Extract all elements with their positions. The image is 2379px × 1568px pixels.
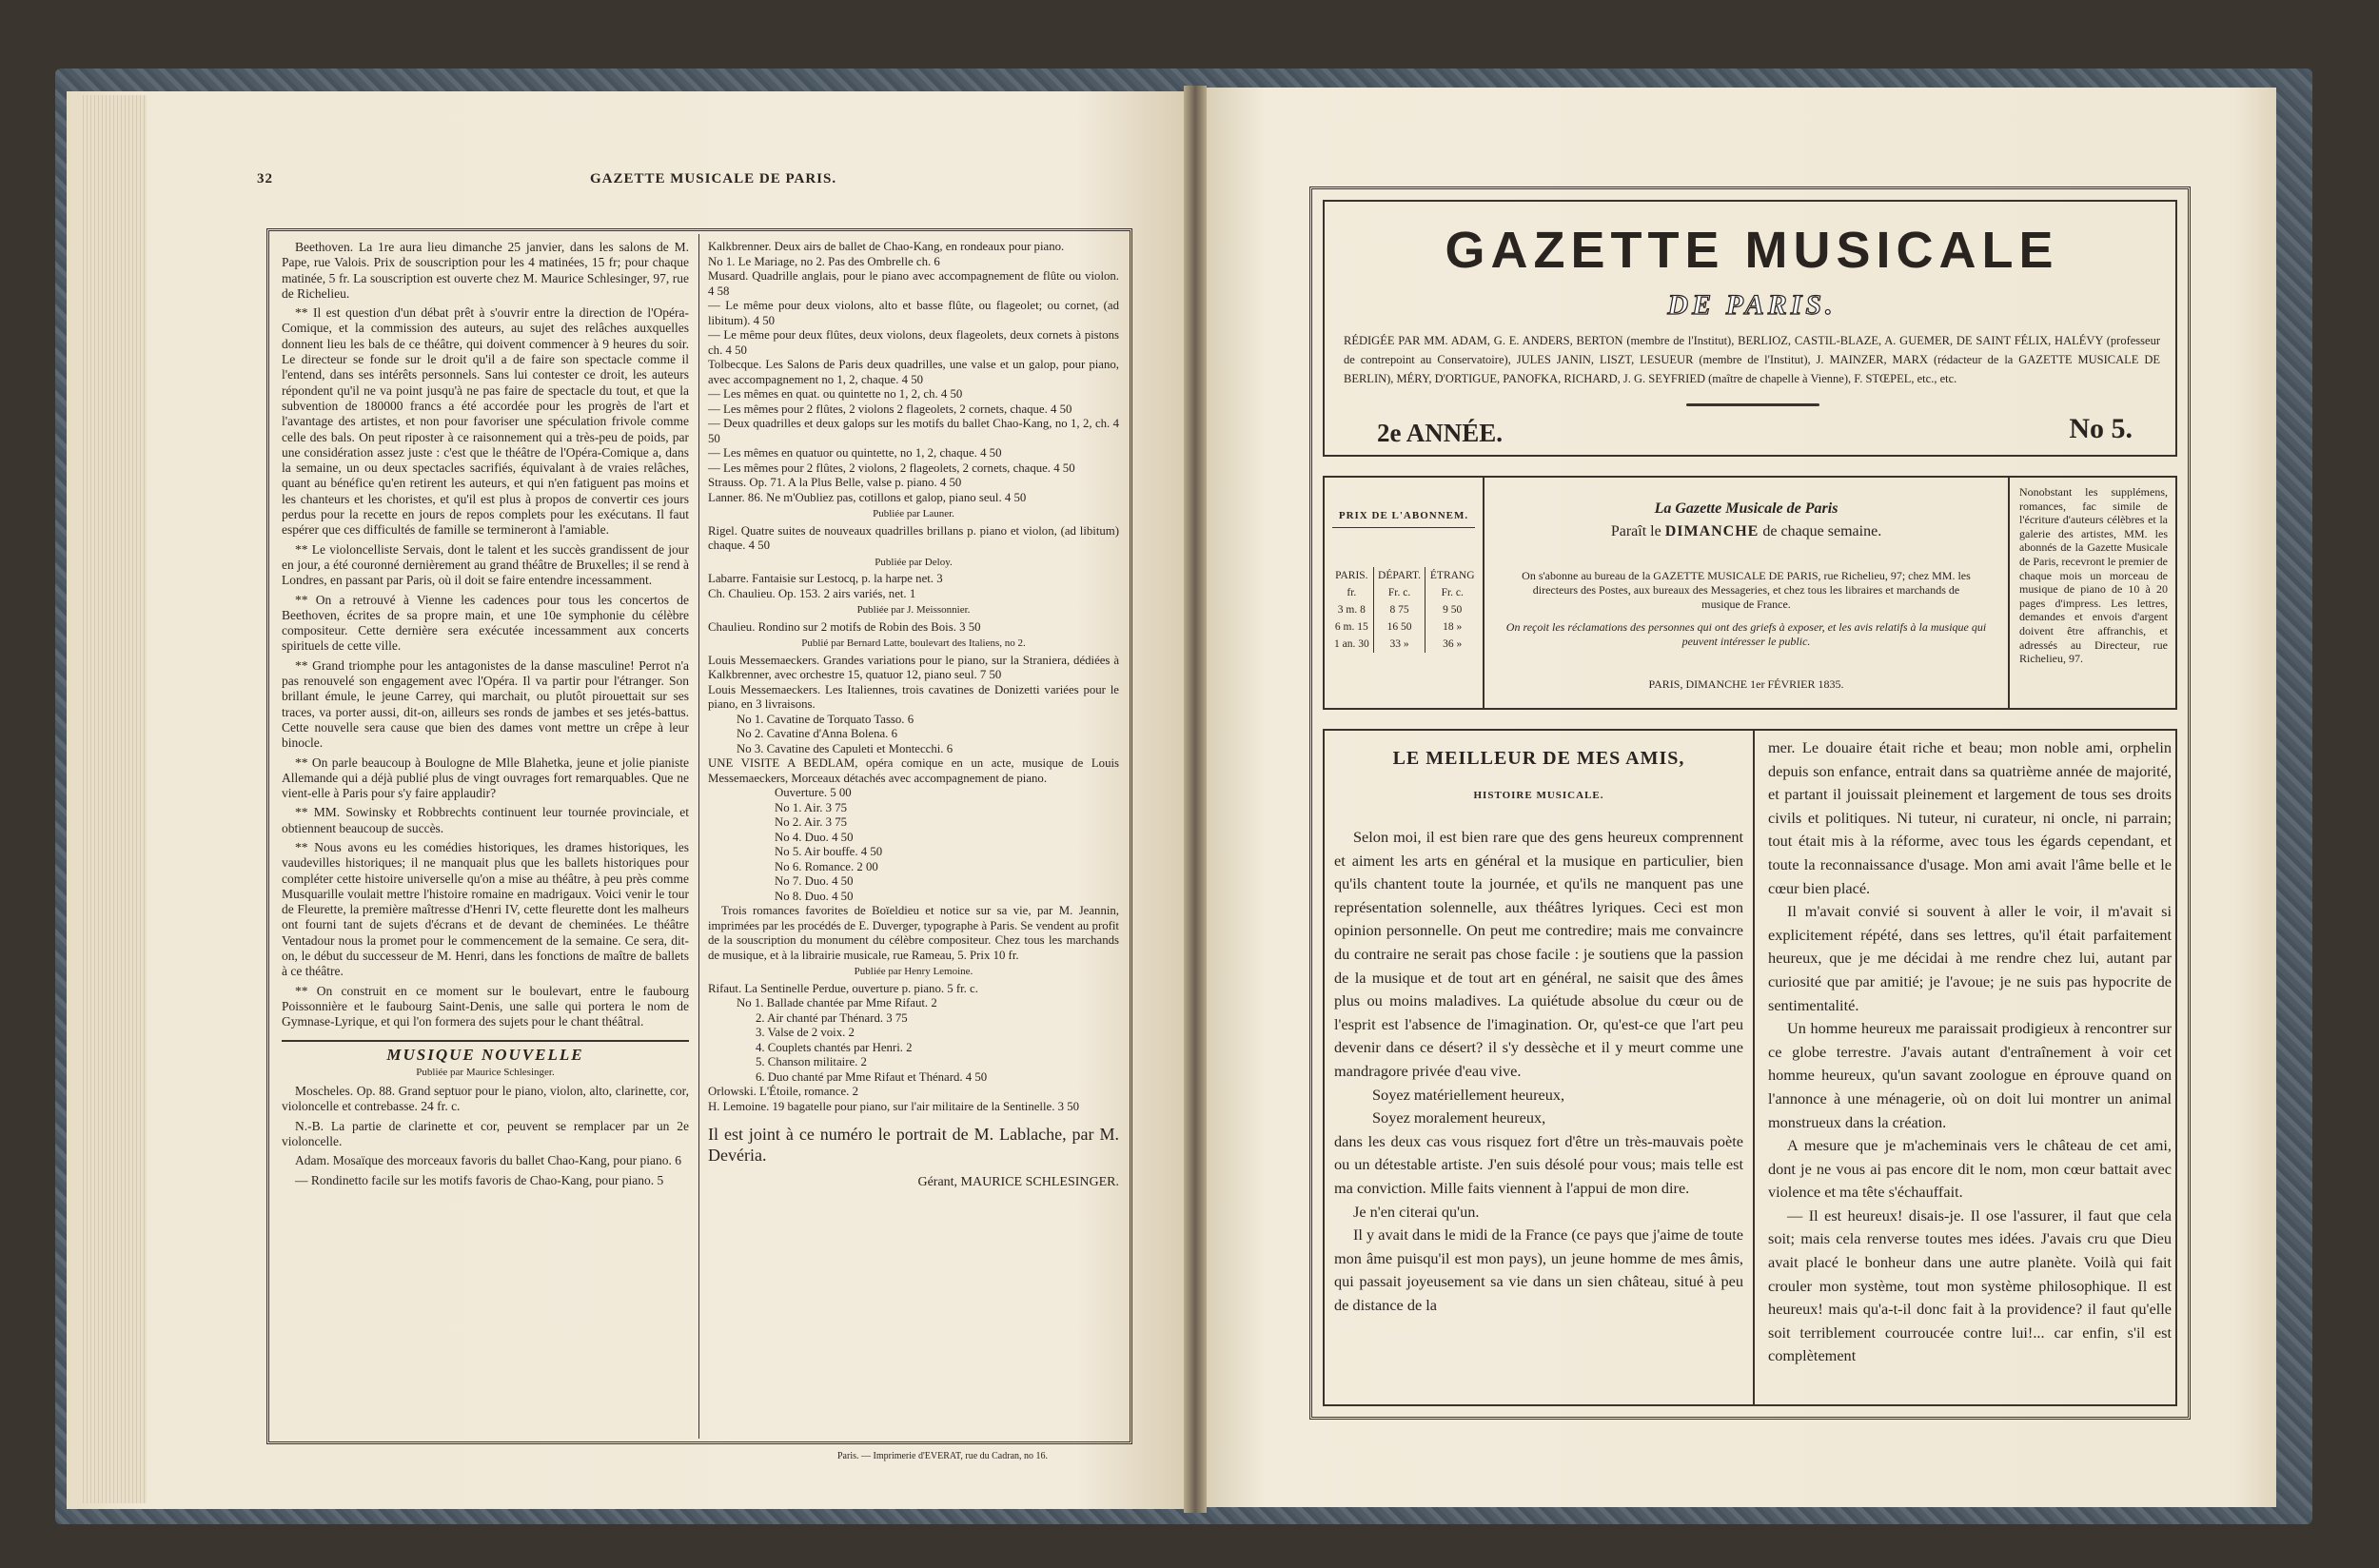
catalog-line: No 2. Cavatine d'Anna Bolena. 6 (737, 727, 897, 740)
catalog-line: — Les mêmes pour 2 flûtes, 2 violons 2 flageolets, 2 cornets, chaque. 4 50 (708, 402, 1072, 416)
left-column-2 (708, 240, 1119, 1190)
gazette-name-line: La Gazette Musicale de Paris (1654, 500, 1838, 517)
year-label: 2e ANNÉE. (1377, 419, 1504, 447)
price-header: DÉPART. (1373, 567, 1425, 584)
article-column-separator (1753, 731, 1755, 1404)
masthead-subtitle: DE PARIS. (1667, 289, 1837, 321)
price-cell: 8 75 (1373, 601, 1425, 618)
catalog-line: Rifaut. La Sentinelle Perdue, ouverture p. piano. 5 fr. c. (708, 981, 978, 995)
price-header: PARIS. (1330, 567, 1373, 584)
article-title: LE MEILLEUR DE MES AMIS, (1392, 748, 1685, 769)
issue-date: PARIS, DIMANCHE 1er FÉVRIER 1835. (1648, 677, 1844, 691)
catalog-line: Louis Messemaeckers. Grandes variations pour le piano, sur la Straniera, dédiées à Kalkbrenner, avec orchestre 15, quatuor 12, piano seul. 7 50 (708, 653, 1119, 681)
price-row (1330, 601, 1479, 618)
catalog-line: Kalkbrenner. Deux airs de ballet de Chao-Kang, en rondeaux pour piano. (708, 240, 1065, 253)
catalog-line: No 5. Air bouffe. 4 50 (775, 845, 883, 858)
news-item: Beethoven. La 1re aura lieu dimanche 25 janvier, dans les salons de M. Pape, rue Valois. Prix de souscription pour les 4 matinées, 15 fr; pour chaque matinée, 5 fr. La souscription est ouverte chez M. Maurice Schlesinger, 97, rue de Richelieu. (282, 240, 689, 301)
price-cell: 18 » (1443, 621, 1463, 633)
catalog-line: Orlowski. L'Étoile, romance. 2 (708, 1085, 858, 1098)
article-subtitle: HISTOIRE MUSICALE. (1473, 790, 1604, 801)
supplement-note: Nonobstant les supplémens, romances, fac simile de l'écriture d'auteurs célèbres et la galerie des artistes, MM. les abonnés de la Gazette Musicale de Paris, recevront le premier de chaque mois un morceau de musique de piano de 10 à 20 pages d'impress. Les lettres, demandes et envois d'argent doivent être affranchis, et adressés au Directeur, rue Richelieu, 97. (2008, 478, 2177, 708)
catalog-line: Ch. Chaulieu. Op. 153. 2 airs variés, net. 1 (708, 586, 916, 600)
price-title: PRIX DE L'ABONNEM. (1332, 510, 1475, 528)
catalog-line: Musard. Quadrille anglais, pour le piano avec accompagnement de flûte ou violon. 4 58 (708, 269, 1119, 298)
article-paragraph: — Il est heureux! disais-je. Il ose l'assurer, il faut que cela soit; mais cela renverse toutes mes idées. J'avais cru que Dieu avait placé le bonheur dans une autre planète. Voilà qui fait crouler mon système, tout mon système philosophique. Il est heureux! mais qu'a-t-il donc fait à la providence? il faut qu'elle soit terriblement courroucée contre lui!... car enfin, s'il est complètement (1768, 1205, 2172, 1365)
publisher-line: Publiée par Deloy. (875, 556, 953, 568)
catalog-line: — Les mêmes en quat. ou quintette no 1, 2, ch. 4 50 (708, 387, 963, 401)
issue-number: No 5. (2069, 413, 2133, 444)
news-item: ** Le violoncelliste Servais, dont le talent et les succès grandissent de jour en jour, a été couronné dernièrement au grand théâtre de Bruxelles; il se rend à Londres, en passant par Paris, où il doit se faire entendre incessamment. (282, 541, 689, 588)
publisher-line: Publiée par Launer. (873, 508, 954, 519)
gerant-line: Gérant, MAURICE SCHLESINGER. (917, 1175, 1119, 1189)
left-column-separator (698, 234, 699, 1439)
masthead (1323, 200, 2177, 457)
publisher-line: Publiée par J. Meissonnier. (856, 604, 971, 616)
catalog-line: UNE VISITE A BEDLAM, opéra comique en un acte, musique de Louis Messemaeckers, Morceaux détachés avec accompagnement de piano. (708, 756, 1119, 785)
catalog-line: — Les mêmes en quatuor ou quintette, no 1, 2, chaque. 4 50 (708, 446, 1002, 460)
catalog-line: 6. Duo chanté par Mme Rifaut et Thénard. 4 50 (756, 1069, 988, 1084)
catalog-line: No 7. Duo. 4 50 (775, 874, 854, 888)
portrait-note: Il est joint à ce numéro le portrait de M. Lablache, par M. Devéria. (708, 1125, 1119, 1165)
news-item: ** On a retrouvé à Vienne les cadences pour tous les concertos de Beethoven, écrites de sa propre main, et une 10e symphonie du célèbre compositeur. Cette dernière sera exécutée incessamment aux concerts spirituels de cette ville. (282, 592, 689, 654)
catalog-line: Trois romances favorites de Boïeldieu et notice sur sa vie, par M. Jeannin, imprimées par les procédés de E. Duverger, typographe à Paris. Se vendent au profit de la souscription du monument du célèbre compositeur. Chez tous les marchands de musique, et à la librairie musicale, rue Rameau, 5. Prix 10 fr. (708, 904, 1119, 962)
catalog-line: No 8. Duo. 4 50 (775, 889, 854, 903)
news-item: ** Grand triomphe pour les antagonistes de la danse masculine! Perrot n'a pas renouvelé son engagement avec l'Opéra. Il va partir pour l'étranger. Son brillant émule, le jeune Carrey, qui marchait, ou plutôt pirouettait sur ses traces, va porter aussi, dit-on, ailleurs ses ronds de jambes et ses jetés-battus. Cette nouvelle sera cause que bien des dames vont mettre un crêpe à leur binocle. (282, 657, 689, 751)
price-cell: 36 » (1443, 638, 1463, 650)
catalog-line: No 1. Ballade chantée par Mme Rifaut. 2 (737, 996, 937, 1009)
catalog-line: 4. Couplets chantés par Henri. 2 (756, 1040, 913, 1054)
article-paragraph: Soyez matériellement heureux, (1372, 1085, 1565, 1104)
price-cell: 16 50 (1373, 618, 1425, 636)
masthead-rule (1686, 403, 1819, 406)
catalog-line: 3. Valse de 2 voix. 2 (756, 1026, 855, 1039)
page-number: 32 (257, 171, 273, 186)
price-cell: 3 m. 8 (1330, 601, 1373, 618)
musique-nouvelle-title: MUSIQUE NOUVELLE (282, 1040, 689, 1063)
article-column-1 (1334, 826, 1743, 1317)
musique-item: — Rondinetto facile sur les motifs favoris de Chao-Kang, pour piano. 5 (295, 1172, 664, 1187)
musique-item: N.-B. La partie de clarinette et cor, peuvent se remplacer par un 2e violoncelle. (282, 1118, 689, 1149)
publication-info (1484, 478, 2008, 708)
article-paragraph: mer. Le douaire était riche et beau; mon noble ami, orphelin depuis son enfance, entrait dans sa quatrième année de majorité, et partant il jouissait pleinement et largement de tous ses droits civils et politiques. Ni tuteur, ni curateur, ni oncle, ni parrain; tout était mis à la réforme, avec tous les égards cependant, et toute la reconnaissance d'usage. Mon ami avait l'âme belle et le cœur bien placé. (1768, 738, 2172, 897)
article-paragraph: Soyez moralement heureux, (1372, 1108, 1546, 1127)
price-row (1330, 618, 1479, 636)
news-item: ** Nous avons eu les comédies historiques, les drames historiques, les vaudevilles historiques; il ne manquait plus que les ballets historiques pour compléter cette histoire universelle qu'on a mise au théâtre, à peu près comme Musquarille voulait mettre l'histoire romaine en madrigaux. Voici venir le tour de Fleurette, la première maîtresse d'Henri IV, cette fleurette dont les malheurs ont fourni tant de sujets d'écrans et de devant de cheminées. Le théâtre Ventadour nous la promet pour le commencement de la semaine. Ce sera, dit-on, le début du successeur de M. Henri, dans les fonctions de maître de ballets à ce théâtre. (282, 839, 689, 979)
subscription-info: On s'abonne au bureau de la GAZETTE MUSICALE DE PARIS, rue Richelieu, 97; chez MM. les directeurs des Postes, aux bureaux des Messageries, et chez tous les libraires et marchands de musique de France. (1522, 569, 1971, 611)
catalog-line: No 1. Cavatine de Torquato Tasso. 6 (737, 712, 914, 726)
catalog-line: No 6. Romance. 2 00 (775, 859, 878, 873)
news-item: ** On parle beaucoup à Boulogne de Mlle Blahetka, jeune et jolie pianiste Allemande qui a déjà publié plus de vingt ouvrages fort remarquables. Que ne vient-elle à Paris pour s'y faire applaudir? (282, 755, 689, 801)
catalog-line: Rigel. Quatre suites de nouveaux quadrilles brillans p. piano et violon, (ad libitum) chaque. 4 50 (708, 523, 1119, 552)
article-paragraph: dans les deux cas vous risquez fort d'être un très-mauvais poète ou un détestable artiste. J'en suis désolé pour vous; mais telle est ma conviction. Mille faits viennent à l'appui de mon dire. (1334, 1131, 1743, 1197)
article-paragraph: A mesure que je m'acheminais vers le château de cet ami, dont je ne vous ai pas encore dit le nom, mon cœur battait avec violence et ma tête s'échauffait. (1768, 1136, 2172, 1202)
catalog-line: Louis Messemaeckers. Les Italiennes, trois cavatines de Donizetti variées pour le piano, en 3 livraisons. (708, 682, 1119, 711)
article-paragraph: Il y avait dans le midi de la France (ce pays que j'aime de toute mon âme puisqu'il est mon pays), un jeune homme de mes âmis, qui passait joyeusement sa vie dans un sien château, situé à peu de distance de la (1334, 1225, 1743, 1314)
catalog-line: 2. Air chanté par Thénard. 3 75 (756, 1010, 908, 1025)
price-cell: 1 an. 30 (1330, 636, 1373, 653)
editors-list: RÉDIGÉE PAR MM. ADAM, G. E. ANDERS, BERTON (membre de l'Institut), BERLIOZ, CASTIL-BLAZE, A. GUEMER, DE SAINT FÉLIX, HALÉVY (professeur de contrepoint au Conservatoire), JULES JANIN, LISZT, LESUEUR (membre de l'Institut), J. MAINZER, MARX (rédacteur de la GAZETTE MUSICALE DE BERLIN), MÉRY, D'ORTIGUE, PANOFKA, RICHARD, J. G. SEYFRIED (maître de chapelle à Vienne), F. STŒPEL, etc., etc. (1344, 334, 2160, 385)
article-body (1323, 729, 2177, 1406)
price-row (1330, 636, 1479, 653)
article-paragraph: Il m'avait convié si souvent à aller le voir, il m'avait si explicitement répété, dans ses lettres, qu'il était parfaitement heureux, que je me décidai à me rendre chez lui, autant par curiosité que par amitié; je l'avoue; je ne suis pas hypocrite de sentimentalité. (1768, 902, 2172, 1014)
article-paragraph: Je n'en citerai qu'un. (1353, 1202, 1480, 1221)
article-column-2 (1768, 736, 2172, 1368)
article-paragraph: Selon moi, il est bien rare que des gens heureux comprennent et aiment les arts en général et la musique en particulier, bien qu'ils chantent toute la journée, et qu'ils ne manquent pas une représentation solennelle, aux théâtres lyriques. Ceci est mon opinion personnelle. On peut me contredire; mais me convaincre du contraire ne serait pas chose facile : je soutiens que la passion de la musique et de tout art en général, ne saisit que des âmes plus ou moins maladives. La quiétude absolue du cœur ou de l'esprit est l'absence de l'imagination. Or, qu'est-ce que l'art peu devenir dans ce désert? il s'y dessèche et il y meurt comme une mandragore privée d'eau vive. (1334, 828, 1743, 1080)
price-unit: fr. (1330, 584, 1373, 601)
publisher-line: Publié par Bernard Latte, boulevart des Italiens, no 2. (801, 637, 1026, 649)
price-cell: 9 50 (1443, 604, 1463, 616)
musique-item: Adam. Mosaïque des morceaux favoris du ballet Chao-Kang, pour piano. 6 (295, 1153, 682, 1168)
price-header: ÉTRANG (1429, 570, 1475, 581)
catalog-line: Chaulieu. Rondino sur 2 motifs de Robin des Bois. 3 50 (708, 619, 981, 634)
subscription-prices (1325, 478, 1484, 708)
running-title: GAZETTE MUSICALE DE PARIS. (590, 171, 837, 186)
catalog-line: H. Lemoine. 19 bagatelle pour piano, sur l'air militaire de la Sentinelle. 3 50 (708, 1099, 1080, 1113)
catalog-line: No 1. Le Mariage, no 2. Pas des Ombrelle ch. 6 (708, 254, 940, 268)
masthead-title: GAZETTE MUSICALE (1445, 222, 2059, 279)
catalog-line: Labarre. Fantaisie sur Lestocq, p. la harpe net. 3 (708, 572, 943, 585)
price-unit: Fr. c. (1441, 587, 1464, 598)
printer-footer: Paris. — Imprimerie d'EVERAT, rue du Cadran, no 16. (837, 1451, 1049, 1461)
book-gutter (1184, 86, 1207, 1513)
frequency-post: de chaque semaine. (1759, 523, 1882, 539)
catalog-line: — Les mêmes pour 2 flûtes, 2 violons, 2 flageolets, 2 cornets, chaque. 4 50 (708, 461, 1075, 475)
frequency-day: DIMANCHE (1664, 523, 1760, 539)
catalog-line: Tolbecque. Les Salons de Paris deux quadrilles, une valse et un galop, pour piano, avec accompagnement no 1, 2, chaque. 4 50 (708, 358, 1119, 386)
catalog-line: No 3. Cavatine des Capuleti et Montecchi. 6 (737, 741, 954, 755)
article-paragraph: Un homme heureux me paraissait prodigieux à rencontrer sur ce globe terrestre. J'avais autant d'entraînement à voir cet homme heureux, qu'un savant zoologue en éprouve quand on l'annonce à une ménagerie, où on doit lui montrer un animal monstrueux dans la création. (1768, 1019, 2172, 1131)
price-cell: 6 m. 15 (1330, 618, 1373, 636)
claims-info: On reçoit les réclamations des personnes qui ont des griefs à exposer, et les avis relatifs à la musique qui peuvent intéresser le public. (1505, 620, 1987, 648)
catalog-line: No 1. Air. 3 75 (775, 800, 848, 814)
price-cell: 33 » (1373, 636, 1425, 653)
catalog-line: No 4. Duo. 4 50 (775, 830, 854, 844)
catalog-line: Ouverture. 5 00 (775, 786, 852, 799)
publisher-line: Publiée par Henry Lemoine. (854, 966, 973, 977)
catalog-line: Lanner. 86. Ne m'Oubliez pas, cotillons et galop, piano seul. 4 50 (708, 490, 1027, 504)
frequency-pre: Paraît le (1610, 523, 1665, 539)
catalog-line: 5. Chanson militaire. 2 (756, 1055, 867, 1068)
left-column-1 (282, 240, 689, 1192)
catalog-line: — Le même pour deux flûtes, deux violons, deux flageolets, deux cornets à pistons ch. 4 50 (708, 328, 1119, 357)
musique-publisher: Publiée par Maurice Schlesinger. (416, 1066, 555, 1078)
catalog-line: No 2. Air. 3 75 (775, 815, 848, 829)
info-box (1323, 476, 2177, 710)
news-item: ** On construit en ce moment sur le boulevart, entre le faubourg Poissonnière et le faubourg Saint-Denis, une salle qui portera le nom de Gymnase-Lyrique, et qui l'on formera des sujets pour le chant théâtral. (282, 983, 689, 1029)
catalog-line: — Deux quadrilles et deux galops sur les motifs du ballet Chao-Kang, no 1, 2, ch. 4 50 (708, 417, 1119, 445)
price-table (1330, 567, 1479, 653)
musique-item: Moscheles. Op. 88. Grand septuor pour le piano, violon, alto, clarinette, cor, violoncelle et contrebasse. 24 fr. c. (282, 1084, 689, 1114)
catalog-line: Strauss. Op. 71. A la Plus Belle, valse p. piano. 4 50 (708, 476, 962, 489)
frequency-line (1484, 523, 2008, 540)
page-edges (80, 95, 147, 1503)
news-item: ** Il est question d'un débat prêt à s'ouvrir entre la direction de l'Opéra-Comique, et la commission des auteurs, au sujet des relâches auxquelles donnent lieu les bals de ce théâtre, qui doivent commencer à 9 heures du soir. Le directeur se fonde sur le droit qu'il a de faire son spectacle comme il l'entend, dans ses intérêts personnels. Sans lui contester ce droit, les auteurs répondent qu'il ne va point jusqu'à ne pas faire de spectacle du tout, et que la subvention de 180000 francs a été accordée pour les progrès de l'art et l'avantage des artistes, et non pour favoriser une spéculation frivole comme celle des bals. On peut riposter à ce raisonnement qui a très-peu de poids, par une considération assez juste : c'est que le théâtre de l'Opéra-Comique a, dans la semaine, un ou deux spectacles sacrifiés, équivalant à de vraies relâches, quant au bénéfice qu'en retirent les auteurs, et qui n'en fatiguent pas moins et les chanteurs et les choristes, et qu'il est plus à propos de convertir ces jours perdus pour la recette en jours de repos complets pour les exécutans. Il faut espérer que ces difficultés de famille se termineront à l'amiable. (282, 305, 689, 538)
news-item: ** MM. Sowinsky et Robbrechts continuent leur tournée provinciale, et obtiennent beaucoup de succès. (282, 805, 689, 835)
price-unit: Fr. c. (1373, 584, 1425, 601)
catalog-line: — Le même pour deux violons, alto et basse flûte, ou flageolet; ou cornet, (ad libitum). 4 50 (708, 299, 1119, 327)
